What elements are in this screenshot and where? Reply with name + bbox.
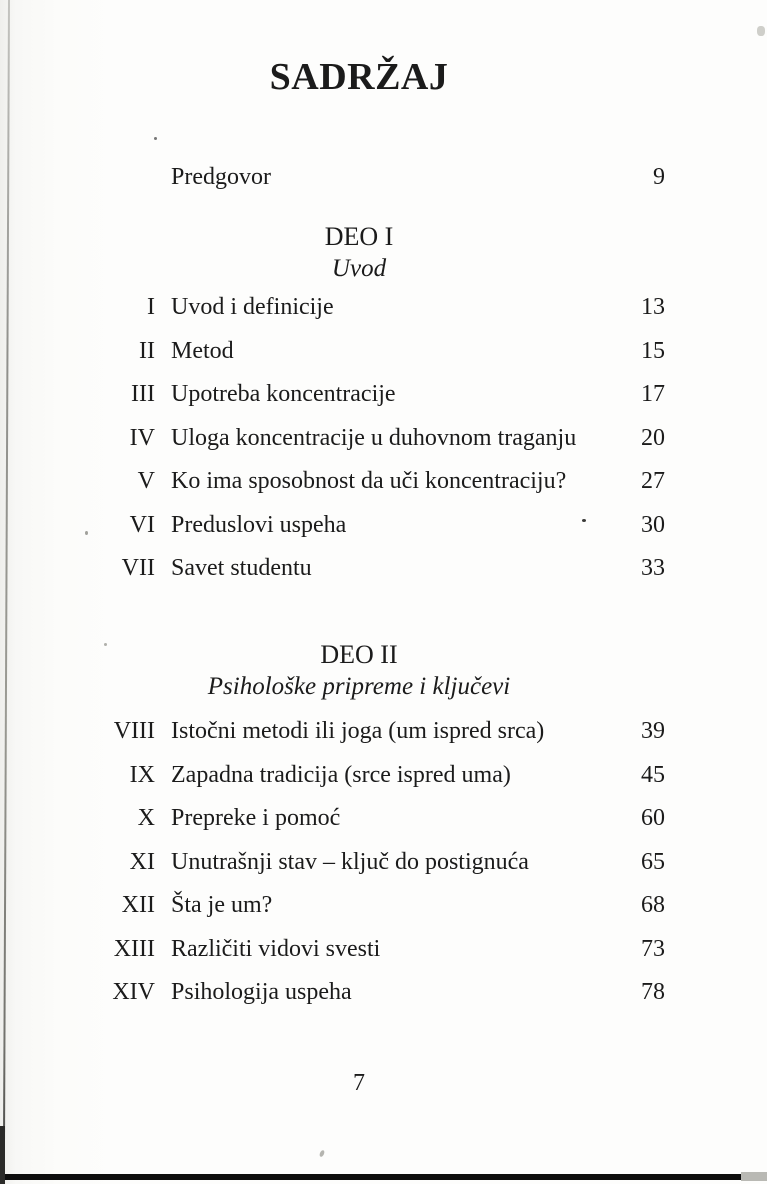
chapter-page: 20 bbox=[641, 424, 665, 451]
chapter-numeral: I bbox=[147, 294, 155, 320]
chapter-page: 65 bbox=[641, 848, 665, 875]
chapter-page: 78 bbox=[641, 979, 665, 1005]
toc-row bbox=[60, 760, 665, 790]
chapter-page: 17 bbox=[641, 381, 665, 407]
scan-corner-mark bbox=[0, 1126, 5, 1184]
toc-row bbox=[60, 379, 665, 409]
toc-row bbox=[60, 716, 665, 746]
toc-row bbox=[60, 162, 665, 192]
toc-row bbox=[60, 336, 665, 366]
chapter-numeral: XIV bbox=[112, 979, 155, 1005]
scan-left-edge-line bbox=[3, 0, 10, 1184]
chapter-title: Psihologija uspeha bbox=[171, 979, 352, 1005]
chapter-numeral: XII bbox=[121, 892, 155, 918]
part-heading-1 bbox=[55, 221, 663, 285]
chapter-title: Istočni metodi ili joga (um ispred srca) bbox=[171, 718, 545, 744]
toc-row bbox=[60, 466, 665, 496]
part-heading-2 bbox=[55, 639, 663, 703]
chapter-numeral: IX bbox=[129, 761, 155, 788]
toc-preface bbox=[60, 162, 665, 206]
part-subtitle: Uvod bbox=[331, 255, 387, 282]
chapter-numeral: III bbox=[131, 381, 155, 407]
chapter-page: 13 bbox=[641, 294, 665, 320]
chapter-numeral: X bbox=[137, 805, 155, 831]
scan-bottom-edge bbox=[0, 1174, 767, 1180]
chapter-title: Predgovor bbox=[171, 164, 271, 190]
toc-row bbox=[60, 423, 665, 453]
chapter-numeral: XIII bbox=[113, 935, 155, 962]
part-heading-label: DEO I bbox=[324, 222, 394, 251]
toc-row bbox=[60, 292, 665, 322]
chapter-page: 39 bbox=[641, 718, 665, 744]
scan-speck bbox=[154, 137, 157, 140]
chapter-title: Unutrašnji stav – ključ do postignuća bbox=[171, 848, 529, 875]
chapter-title: Prepreke i pomoć bbox=[171, 805, 341, 831]
scan-speck bbox=[319, 1149, 326, 1157]
chapter-page: 27 bbox=[641, 468, 665, 494]
scan-speck bbox=[757, 26, 765, 36]
chapter-page: 45 bbox=[641, 761, 665, 788]
toc-row bbox=[60, 934, 665, 964]
page-title: SADRŽAJ bbox=[269, 56, 449, 98]
chapter-page: 68 bbox=[641, 892, 665, 918]
toc-row bbox=[60, 977, 665, 1007]
chapter-title: Ko ima sposobnost da uči koncentraciju? bbox=[171, 468, 567, 494]
chapter-numeral: IV bbox=[129, 424, 155, 451]
chapter-title: Uloga koncentracije u duhovnom traganju bbox=[171, 424, 577, 451]
chapter-title: Upotreba koncentracije bbox=[171, 381, 396, 407]
chapter-title: Uvod i definicije bbox=[171, 294, 334, 320]
part-subtitle: Psihološke pripreme i ključevi bbox=[207, 673, 511, 700]
toc-row bbox=[60, 890, 665, 920]
folio-page-number: 7 bbox=[353, 1070, 365, 1096]
chapter-page: 9 bbox=[653, 164, 665, 190]
chapter-numeral: XI bbox=[129, 848, 155, 875]
chapter-numeral: VIII bbox=[113, 718, 155, 744]
chapter-title: Preduslovi uspeha bbox=[171, 511, 347, 538]
toc-list-part2 bbox=[60, 716, 665, 1021]
toc-row bbox=[60, 803, 665, 833]
chapter-numeral: V bbox=[137, 468, 155, 494]
chapter-page: 15 bbox=[641, 337, 665, 364]
chapter-title: Zapadna tradicija (srce ispred uma) bbox=[171, 761, 511, 788]
chapter-numeral: VI bbox=[129, 511, 155, 538]
part-heading-label: DEO II bbox=[320, 640, 398, 669]
chapter-title: Metod bbox=[171, 337, 234, 364]
chapter-page: 30 bbox=[641, 511, 665, 538]
toc-list-part1 bbox=[60, 292, 665, 597]
chapter-title: Savet studentu bbox=[171, 555, 312, 581]
chapter-page: 60 bbox=[641, 805, 665, 831]
scan-bottom-edge-fade bbox=[741, 1172, 767, 1181]
chapter-numeral: VII bbox=[121, 555, 155, 581]
chapter-page: 73 bbox=[641, 935, 665, 962]
chapter-numeral: II bbox=[139, 337, 155, 364]
chapter-title: Šta je um? bbox=[171, 892, 273, 918]
toc-row bbox=[60, 553, 665, 583]
chapter-page: 33 bbox=[641, 555, 665, 581]
toc-row bbox=[60, 510, 665, 540]
toc-row bbox=[60, 847, 665, 877]
chapter-title: Različiti vidovi svesti bbox=[171, 935, 381, 962]
